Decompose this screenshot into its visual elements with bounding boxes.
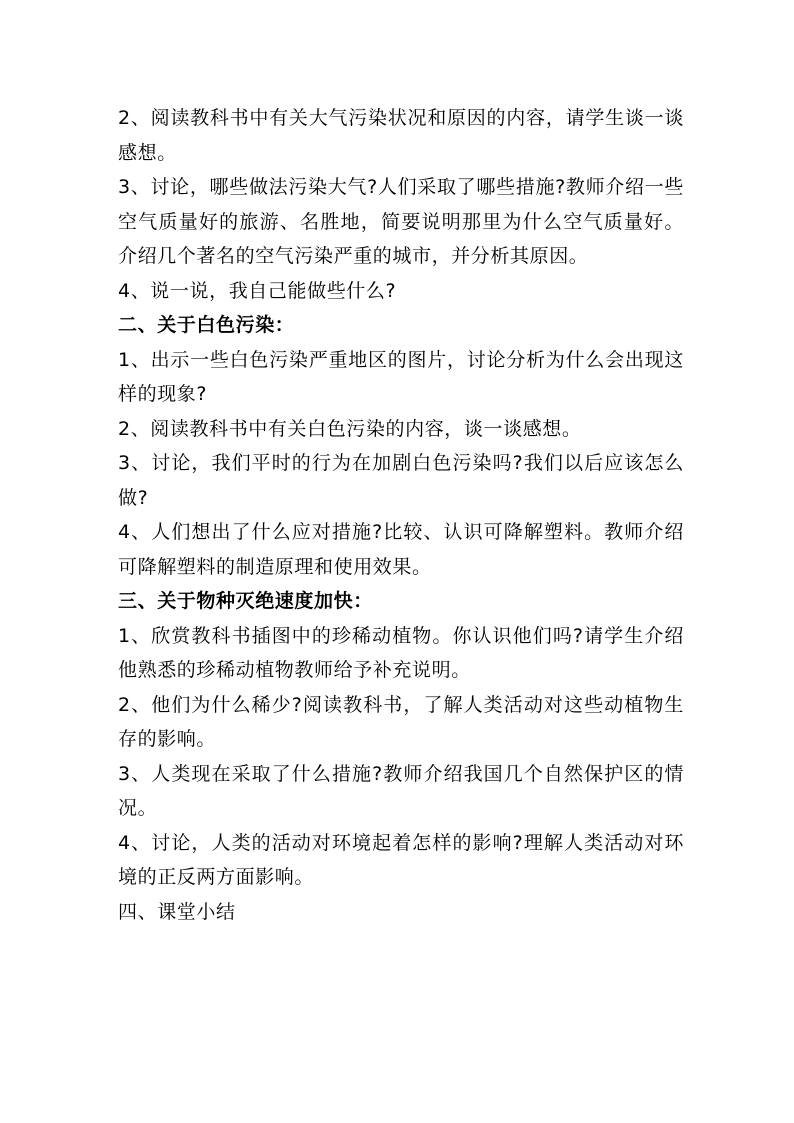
paragraph-protection-measures: 3、人类现在采取了什么措施?教师介绍我国几个自然保护区的情况。	[118, 762, 684, 819]
paragraph-air-pollution-reading: 2、阅读教科书中有关大气污染状况和原因的内容，请学生谈一谈感想。	[118, 107, 684, 164]
paragraph-rare-species-illustrations: 1、欣赏教科书插图中的珍稀动植物。你认识他们吗?请学生介绍他熟悉的珍稀动植物教师给予补充说明。	[118, 624, 684, 681]
section-heading-class-summary: 四、课堂小结	[118, 900, 236, 923]
paragraph-white-pollution-images: 1、出示一些白色污染严重地区的图片，讨论分析为什么会出现这样的现象?	[118, 348, 684, 405]
paragraph-why-rare: 2、他们为什么稀少?阅读教科书，了解人类活动对这些动植物生存的影响。	[118, 693, 684, 750]
section-heading-white-pollution: 二、关于白色污染：	[118, 314, 295, 336]
paragraph-degradable-plastics: 4、人们想出了什么应对措施?比较、认识可降解塑料。教师介绍可降解塑料的制造原理和使用效果。	[118, 521, 684, 578]
paragraph-what-can-i-do: 4、说一说，我自己能做些什么?	[118, 279, 397, 302]
section-heading-species-extinction: 三、关于物种灭绝速度加快：	[118, 590, 373, 612]
document-body	[118, 101, 684, 929]
paragraph-human-impact-discussion: 4、讨论，人类的活动对环境起着怎样的影响?理解人类活动对环境的正反两方面影响。	[118, 831, 684, 888]
paragraph-air-pollution-discussion: 3、讨论，哪些做法污染大气?人们采取了哪些措施?教师介绍一些空气质量好的旅游、名胜地，简要说明那里为什么空气质量好。介绍几个著名的空气污染严重的城市，并分析其原因。	[118, 176, 684, 267]
paragraph-white-pollution-behavior: 3、讨论，我们平时的行为在加剧白色污染吗?我们以后应该怎么做?	[118, 452, 684, 509]
paragraph-white-pollution-reading: 2、阅读教科书中有关白色污染的内容，谈一谈感想。	[118, 417, 582, 440]
